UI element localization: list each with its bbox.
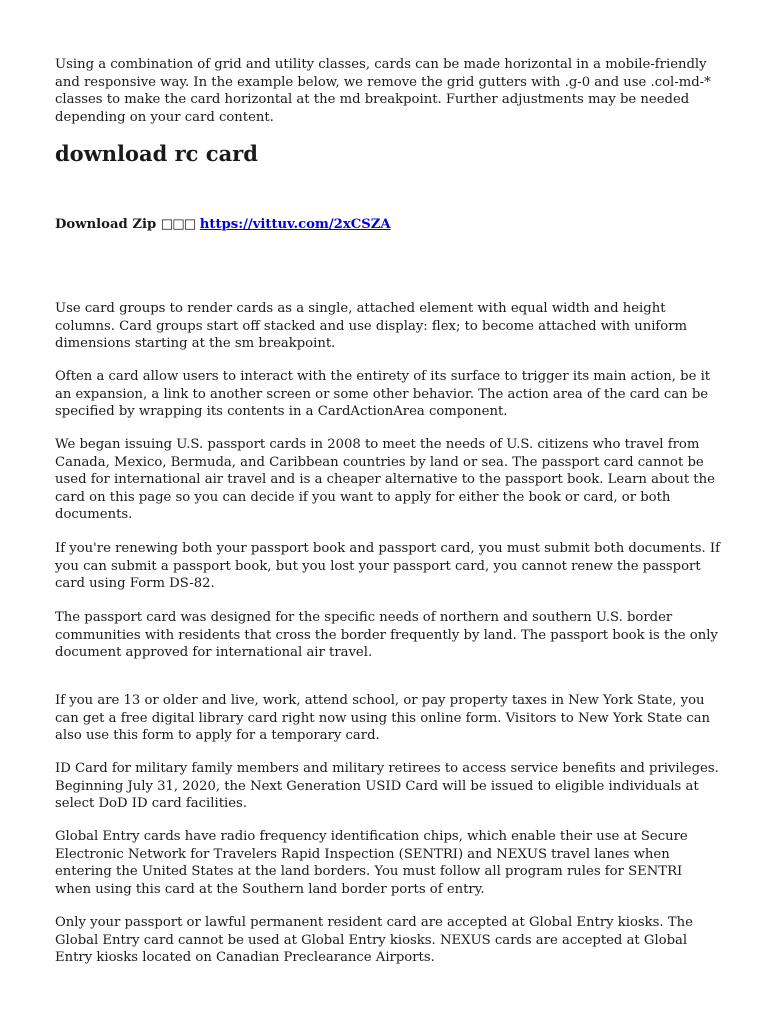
download-line [55, 216, 391, 234]
paragraph: Only your passport or lawful permanent resident card are accepted at Global Entry kiosks. The Global Entry card cannot be used at Global Entry kiosks. NEXUS cards are accepted at Global Entry kiosks located on Canadian Preclearance Airports. [55, 915, 693, 966]
paragraph: Global Entry cards have radio frequency identification chips, which enable their use at Secure Electronic Network for Travelers Rapid Inspection (SENTRI) and NEXUS travel lanes when entering the United States at the land borders. You must follow all program rules for SENTRI when using this card at the Southern land border ports of entry. [55, 829, 688, 897]
paragraph: ID Card for military family members and military retirees to access service benefits and privileges. Beginning July 31, 2020, the Next Generation USID Card will be issued to eligible individuals at select DoD ID card facilities. [55, 761, 719, 812]
download-link[interactable]: https://vittuv.com/2xCSZA [199, 217, 391, 232]
paragraph: The passport card was designed for the specific needs of northern and southern U.S. border communities with residents that cross the border frequently by land. The passport book is the only document approved for international air travel. [55, 610, 718, 661]
paragraph: If you're renewing both your passport book and passport card, you must submit both documents. If you can submit a passport book, but you lost your passport card, you cannot renew the passport card using Form DS-82. [55, 541, 720, 592]
placeholder-glyphs-icon: □□□ [160, 217, 196, 232]
paragraph: Often a card allow users to interact with the entirety of its surface to trigger its main action, be it an expansion, a link to another screen or some other behavior. The action area of the card can be specified by wrapping its contents in a CardActionArea component. [55, 369, 711, 420]
intro-paragraph: Using a combination of grid and utility classes, cards can be made horizontal in a mobile-friendly and responsive way. In the example below, we remove the grid gutters with .g-0 and use .col-md-* classes to make the card horizontal at the md breakpoint. Further adjustments may be needed depending on your card content. [55, 57, 711, 125]
download-label: Download Zip [55, 217, 157, 232]
paragraph: Use card groups to render cards as a single, attached element with equal width and height columns. Card groups start off stacked and use display: flex; to become attached with uniform dimensions starting at the sm breakpoint. [55, 301, 688, 352]
page-title: download rc card [55, 141, 258, 166]
paragraph: We began issuing U.S. passport cards in 2008 to meet the needs of U.S. citizens who travel from Canada, Mexico, Bermuda, and Caribbean countries by land or sea. The passport card cannot be used for international air travel and is a cheaper alternative to the passport book. Learn about the card on this page so you can decide if you want to apply for either the book or card, or both documents. [55, 437, 715, 523]
paragraph: If you are 13 or older and live, work, attend school, or pay property taxes in New York State, you can get a free digital library card right now using this online form. Visitors to New York State can also use this form to apply for a temporary card. [55, 693, 711, 744]
